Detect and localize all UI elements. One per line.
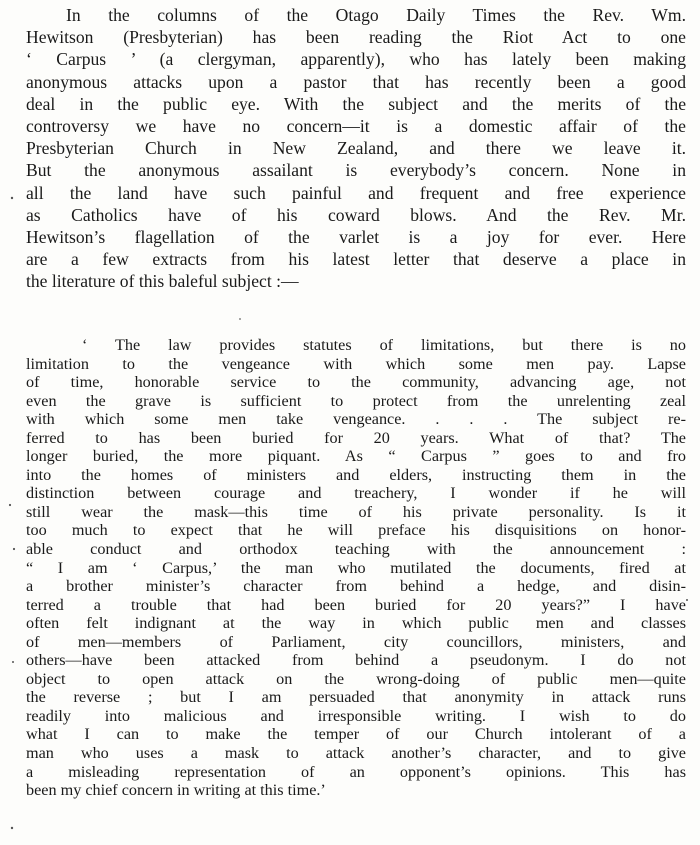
text-line: ferred to has been buried for 20 years. What of that? The (26, 428, 686, 447)
ink-speck (9, 504, 11, 506)
text-line: limitation to the vengeance with which some men pay. Lapse (26, 354, 686, 373)
text-line: ‘ Carpus ’ (a clergyman, apparently), who has lately been making (26, 49, 686, 70)
intro-paragraph (26, 4, 686, 293)
text-line: still wear the mask—this time of his private personality. Is it (26, 502, 686, 521)
text-line: controversy we have no concern—it is a domestic affair of the (26, 116, 686, 137)
text-line: ‘ The law provides statutes of limitations, but there is no (82, 336, 686, 354)
text-line: man who uses a mask to attack another’s character, and to give (26, 744, 686, 763)
text-line: been my chief concern in writing at this time.’ (26, 781, 326, 800)
ink-speck (13, 548, 15, 550)
ink-speck (239, 318, 241, 320)
text-line: the reverse ; but I am persuaded that anonymity in attack runs (26, 688, 686, 707)
text-line: others—have been attacked from behind a pseudonym. I do not (26, 651, 686, 670)
text-line: what I can to make the temper of our Church intolerant of a (26, 725, 686, 744)
text-line: as Catholics have of his coward blows. And the Rev. Mr. (26, 204, 686, 225)
text-line: all the land have such painful and frequent and free experience (26, 182, 686, 203)
ink-speck (11, 827, 13, 829)
quoted-letter (26, 336, 686, 800)
text-line: object to open attack on the wrong-doing of public men—quite (26, 669, 686, 688)
text-line: able conduct and orthodox teaching with the announcement : (26, 540, 686, 559)
text-line: of time, honorable service to the community, advancing age, not (26, 373, 686, 392)
text-line: Hewitson’s flagellation of the varlet is a joy for ever. Here (26, 227, 686, 248)
text-line: the literature of this baleful subject :— (26, 271, 299, 292)
text-line: anonymous attacks upon a pastor that has recently been a good (26, 71, 686, 92)
text-line: are a few extracts from his latest letter that deserve a place in (26, 249, 686, 270)
text-line: a misleading representation of an opponent’s opinions. This has (26, 762, 686, 781)
text-line: Presbyterian Church in New Zealand, and there we leave it. (26, 138, 686, 159)
ink-speck (12, 661, 14, 663)
text-line: Hewitson (Presbyterian) has been reading the Riot Act to one (26, 27, 686, 48)
text-line: of men—members of Parliament, city councillors, ministers, and (26, 632, 686, 651)
text-line: distinction between courage and treachery, I wonder if he will (26, 484, 686, 503)
text-line: with which some men take vengeance. . . . The subject re- (26, 410, 686, 429)
text-line: deal in the public eye. With the subject and the merits of the (26, 93, 686, 114)
text-line: a brother minister’s character from behind a hedge, and disin- (26, 577, 686, 596)
text-line: longer buried, the more piquant. As “ Carpus ” goes to and fro (26, 447, 686, 466)
text-line: readily into malicious and irresponsible writing. I wish to do (26, 706, 686, 725)
text-line: “ I am ‘ Carpus,’ the man who mutilated the documents, fired at (26, 558, 686, 577)
ink-speck (11, 197, 13, 199)
text-line: terred a trouble that had been buried for 20 years?” I have (26, 595, 686, 614)
text-line: into the homes of ministers and elders, instructing them in the (26, 465, 686, 484)
text-line: In the columns of the Otago Daily Times the Rev. Wm. (66, 5, 686, 25)
text-line: even the grave is sufficient to protect from the unrelenting zeal (26, 391, 686, 410)
ink-speck (686, 599, 688, 601)
text-line: But the anonymous assailant is everybody’s concern. None in (26, 160, 686, 181)
text-line: too much to expect that he will preface his disquisitions on honor- (26, 521, 686, 540)
text-line: often felt indignant at the way in which public men and classes (26, 614, 686, 633)
